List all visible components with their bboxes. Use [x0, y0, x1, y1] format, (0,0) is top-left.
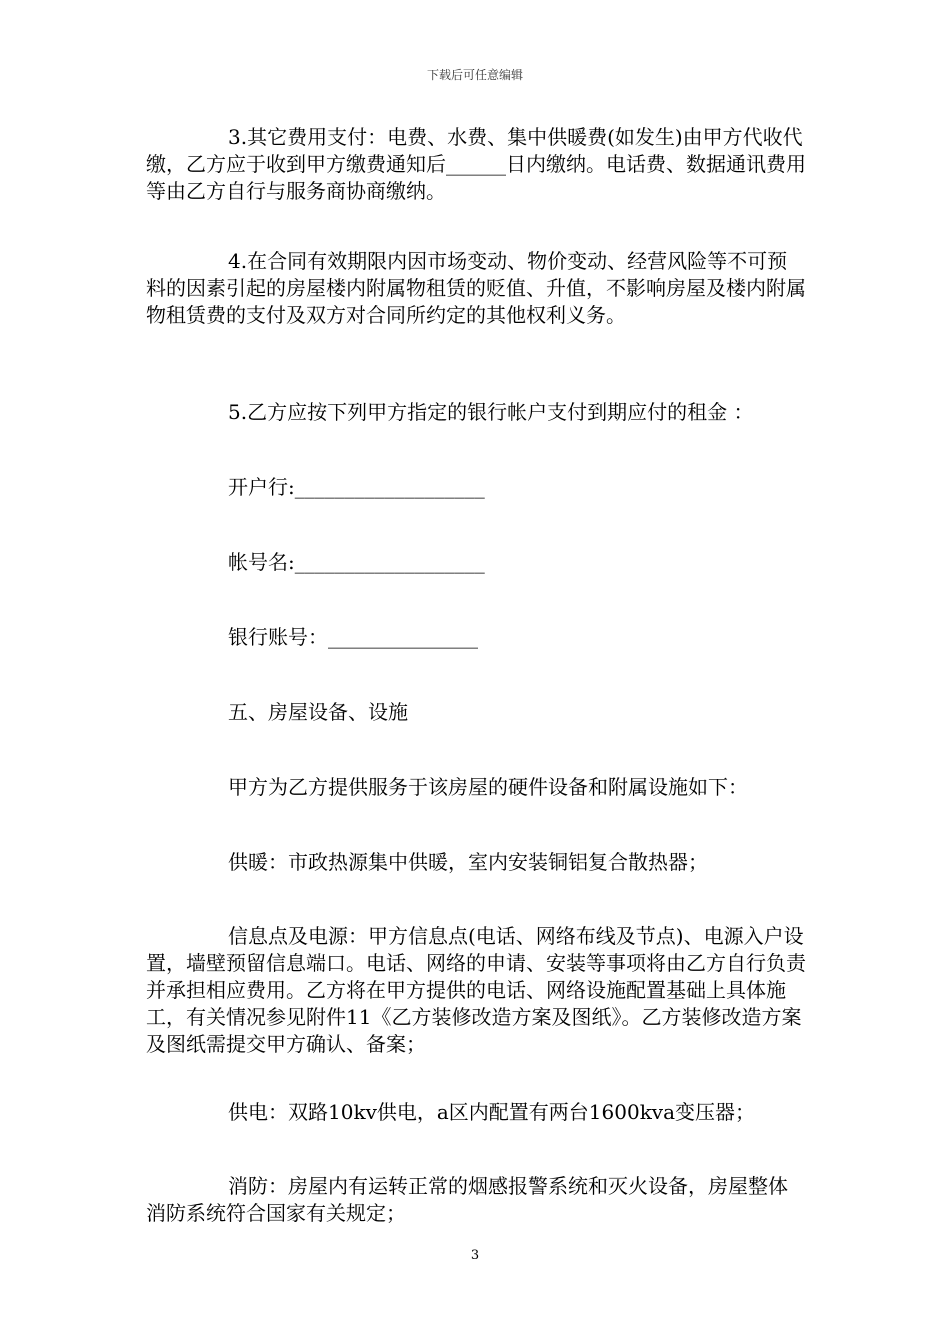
paragraph-market-change: 4.在合同有效期限内因市场变动、物价变动、经营风险等不可预料的因素引起的房屋楼内附属物租赁的贬值、升值，不影响房屋及楼内附属物租赁费的支付及双方对合同所约定的其他权利义务。: [146, 249, 806, 327]
paragraph-bank-account-intro: 5.乙方应按下列甲方指定的银行帐户支付到期应付的租金 ：: [228, 400, 754, 424]
paragraph-other-fees: 3.其它费用支付：电费、水费、集中供暖费(如发生)由甲方代收代缴，乙方应于收到甲方缴费通知后______日内缴纳。电话费、数据通讯费用等由乙方自行与服务商协商缴纳。: [146, 125, 806, 203]
paragraph-info-points: 信息点及电源：甲方信息点(电话、网络布线及节点)、电源入户设置，墙壁预留信息端口。电话、网络的申请、安装等事项将由乙方自行负责并承担相应费用。乙方将在甲方提供的电话、网络设施配置基础上具体施工，有关情况参见附件11《乙方装修改造方案及图纸》。乙方装修改造方案及图纸需提交甲方确认、备案；: [146, 924, 806, 1056]
page-number: 3: [470, 1248, 480, 1263]
paragraph-heating: 供暖：市政热源集中供暖，室内安装铜铝复合散热器；: [228, 850, 708, 874]
paragraph-power-supply: 供电：双路10kv供电，a区内配置有两台1600kva变压器；: [228, 1100, 756, 1124]
paragraph-equipment-intro: 甲方为乙方提供服务于该房屋的硬件设备和附属设施如下：: [228, 775, 748, 799]
section-heading-equipment: 五、房屋设备、设施: [228, 700, 408, 724]
field-bank-name: 开户行:___________________: [228, 475, 485, 499]
page-header: 下载后可任意编辑: [426, 68, 523, 82]
field-account-name: 帐号名:___________________: [228, 550, 485, 574]
paragraph-fire-protection: 消防：房屋内有运转正常的烟感报警系统和灭火设备，房屋整体消防系统符合国家有关规定；: [146, 1174, 788, 1225]
field-account-number: 银行账号：_______________: [228, 625, 478, 649]
